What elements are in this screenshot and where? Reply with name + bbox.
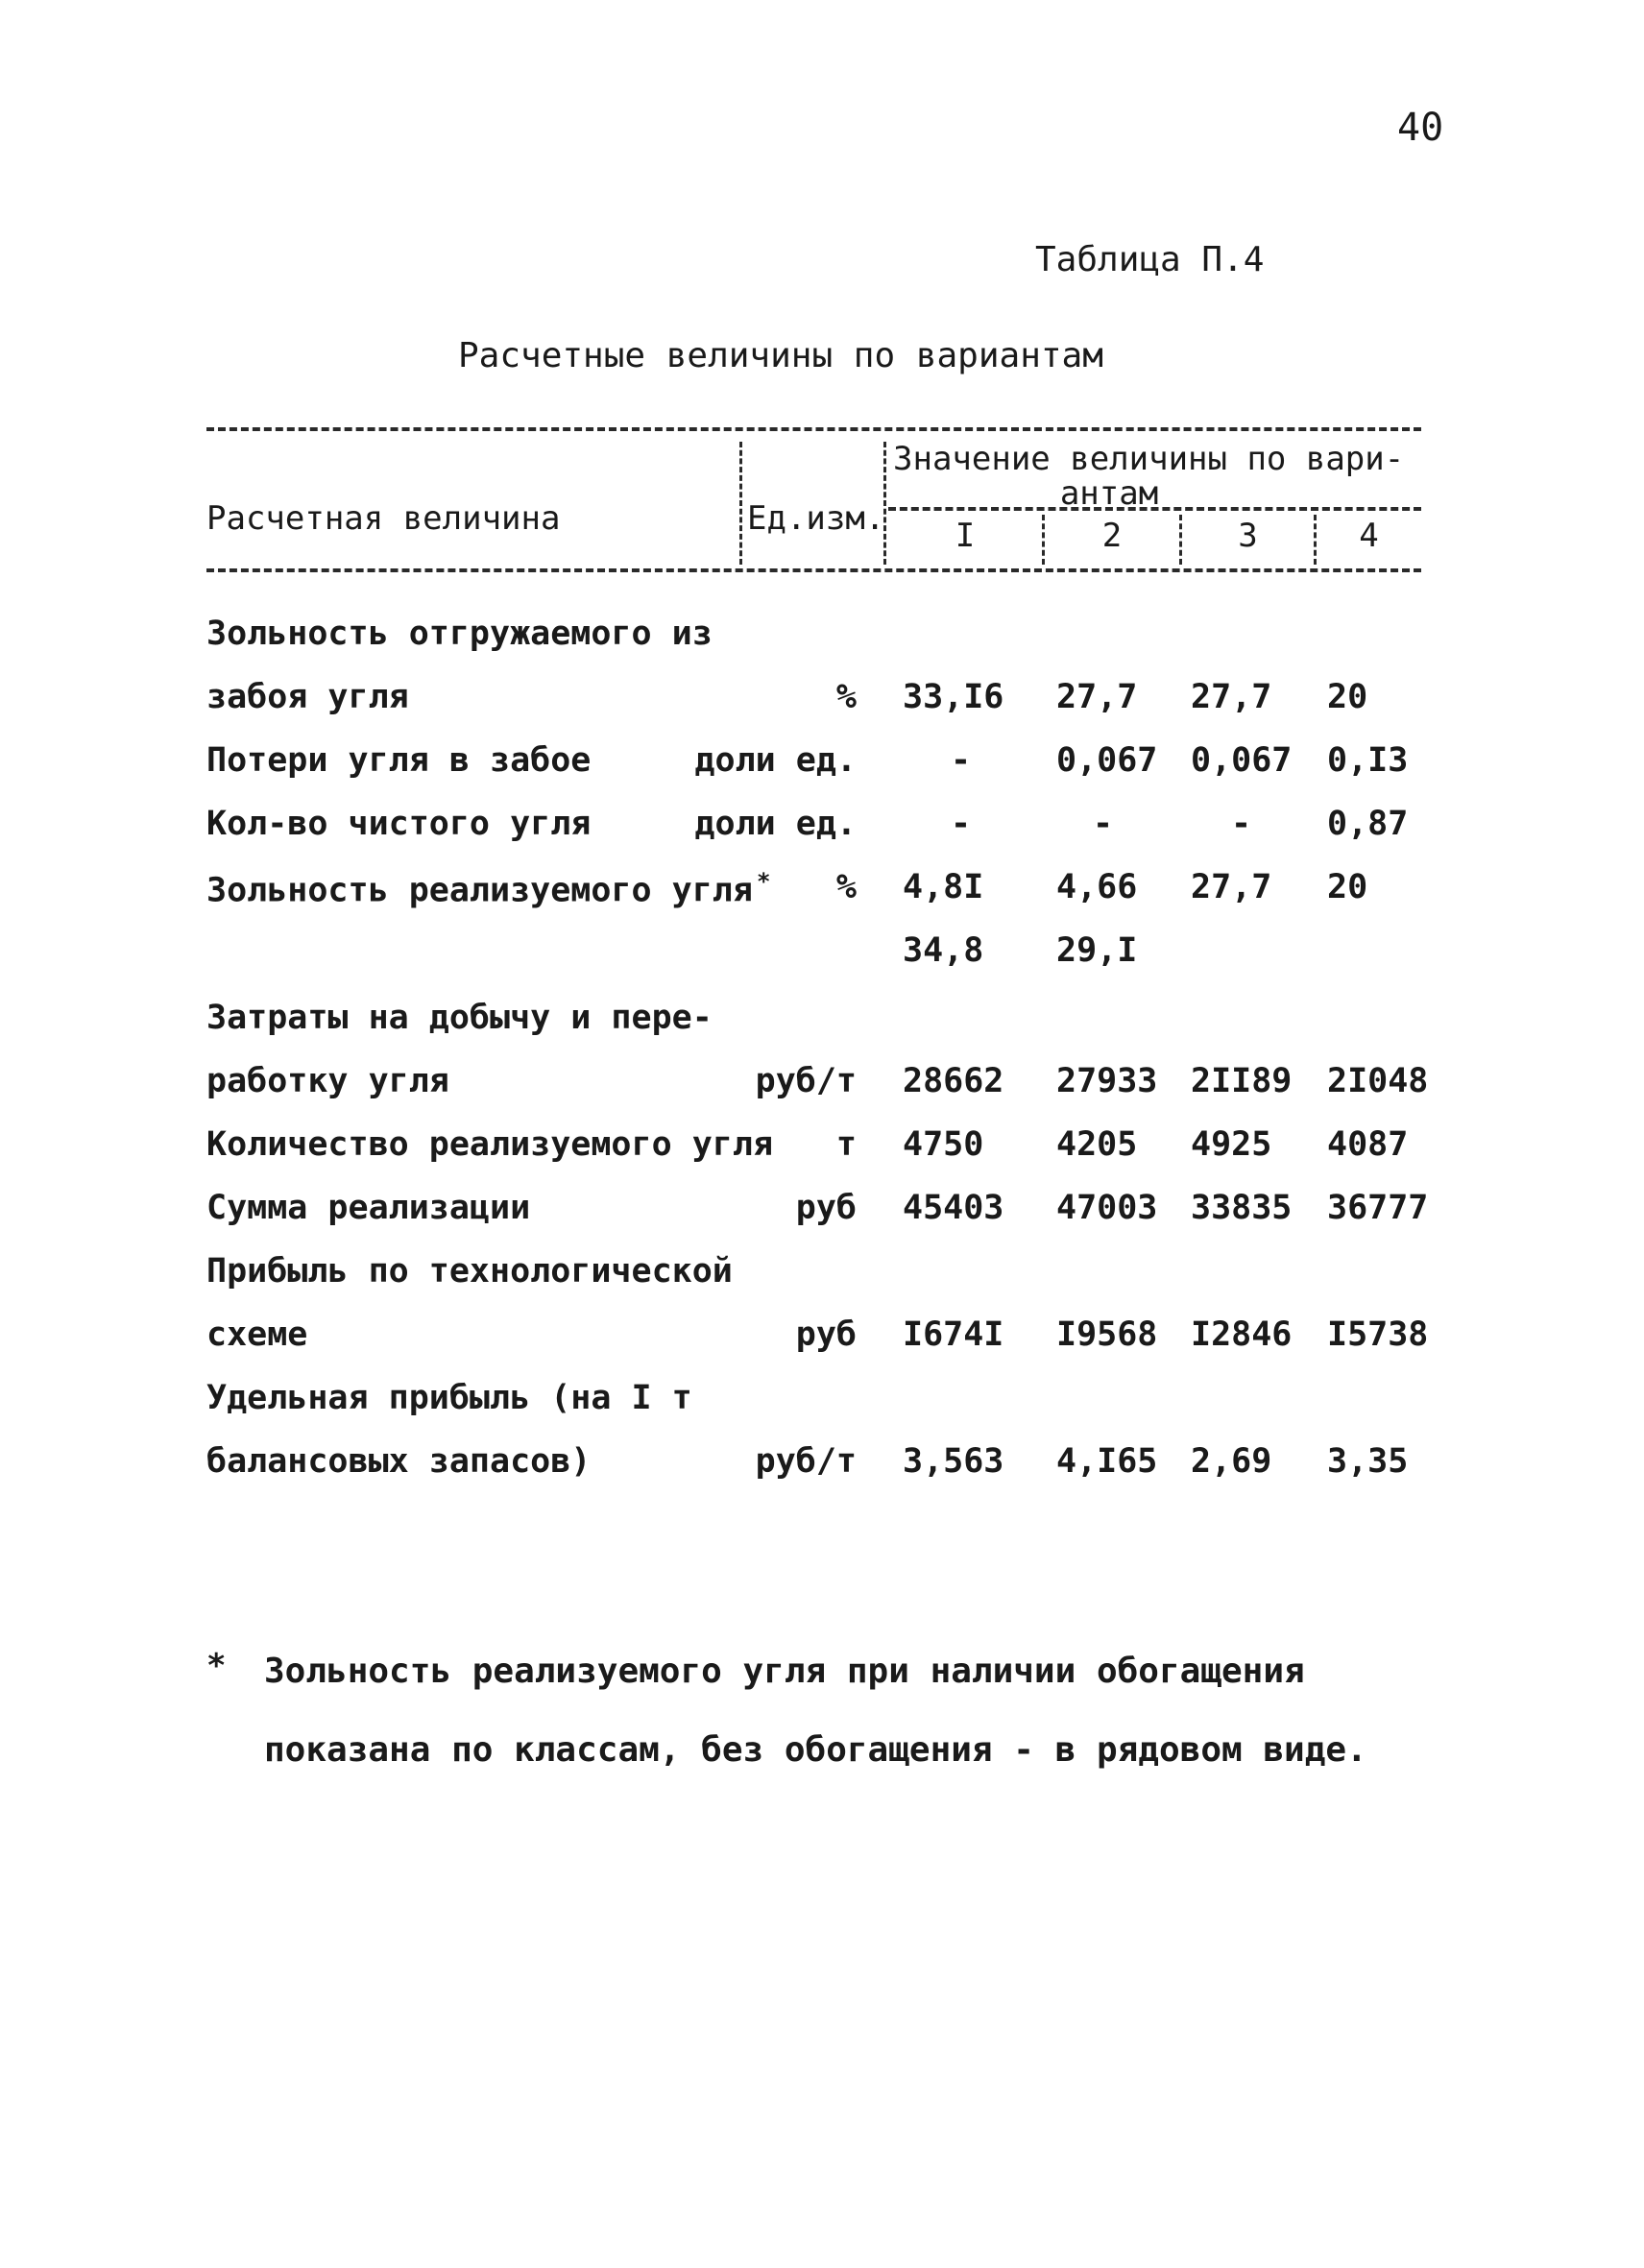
table-row [0,1379,1644,1442]
header-variant-1: I [955,517,976,555]
table-label: Таблица П.4 [1035,240,1265,279]
row-name: Прибыль по технологической [206,1252,733,1291]
row-value-1: 45403 [903,1189,1004,1227]
row-value-4: I5738 [1327,1315,1429,1354]
row-value-3: 33835 [1191,1189,1293,1227]
row-value-3: 0,067 [1191,741,1293,780]
row-value-3: 27,7 [1191,678,1272,716]
row-name: Удельная прибыль (на I т [206,1379,692,1417]
row-value-1: 34,8 [903,931,984,970]
row-value-3: I2846 [1191,1315,1293,1354]
row-value-3: - [1231,805,1252,843]
header-quantity: Расчетная величина [206,499,561,538]
row-name-text: Зольность реализуемого угля [206,871,753,910]
row-unit: руб/т [755,1442,857,1481]
row-value-4: 20 [1327,868,1368,906]
row-unit: % [835,868,857,906]
table-row [0,805,1644,868]
table-row [0,931,1644,995]
footnote-mark: * [756,868,771,895]
row-value-2: 27933 [1056,1062,1158,1100]
row-value-2: 0,067 [1056,741,1158,780]
row-value-1: I674I [903,1315,1004,1354]
row-value-2: 47003 [1056,1189,1158,1227]
header-variant-3: 3 [1238,517,1258,555]
table-title: Расчетные величины по вариантам [458,336,1103,375]
row-unit: руб/т [755,1062,857,1100]
row-value-1: - [951,805,972,843]
row-value-1: - [951,741,972,780]
row-value-1: 4750 [903,1125,984,1164]
row-value-2: 4,I65 [1056,1442,1158,1481]
row-value-4: 20 [1327,678,1368,716]
header-top-rule [206,427,1421,431]
table-row [0,999,1644,1062]
row-name: Количество реализуемого угля [206,1125,774,1164]
row-value-2: 4,66 [1056,868,1138,906]
row-value-1: 33,I6 [903,678,1004,716]
header-values-group: Значение величины по вари- [893,440,1405,478]
table-row [0,741,1644,805]
row-unit: руб [795,1315,857,1354]
table-row [0,1315,1644,1379]
footnote-text: Зольность реализуемого угля при наличии обогащения показана по классам, без обогащения - в рядовом виде. [264,1652,1367,1770]
row-value-1: 4,8I [903,868,984,906]
row-name: Сумма реализации [206,1189,531,1227]
table-row [0,1189,1644,1252]
row-value-3: 4925 [1191,1125,1272,1164]
row-name: балансовых запасов) [206,1442,592,1481]
row-name: Зольность отгружаемого из [206,615,713,653]
header-variant-4: 4 [1359,517,1379,555]
row-value-1: 28662 [903,1062,1004,1100]
row-value-3: 2,69 [1191,1442,1272,1481]
row-value-4: 0,87 [1327,805,1409,843]
header-bottom-rule [206,568,1421,572]
row-name: схеме [206,1315,308,1354]
header-values-group-cont: антам [1059,474,1159,513]
row-value-2: I9568 [1056,1315,1158,1354]
header-unit: Ед.изм. [747,499,885,538]
row-value-4: 3,35 [1327,1442,1409,1481]
row-name: забоя угля [206,678,409,716]
row-value-2: - [1093,805,1114,843]
row-unit: руб [795,1189,857,1227]
row-value-2: 27,7 [1056,678,1138,716]
header-variant-2: 2 [1101,517,1123,555]
row-unit: доли ед. [694,805,857,843]
table-row [0,868,1644,931]
row-value-2: 4205 [1056,1125,1138,1164]
row-name: Затраты на добычу и пере- [206,999,713,1037]
table-row [0,615,1644,678]
row-name: Потери угля в забое [206,741,592,780]
row-value-4: 0,I3 [1327,741,1409,780]
header-divider-unit [739,442,742,565]
row-value-1: 3,563 [903,1442,1004,1481]
row-value-4: 2I048 [1327,1062,1429,1100]
row-unit: % [835,678,857,716]
row-name [206,868,770,910]
row-value-2: 29,I [1056,931,1138,970]
table-row [0,678,1644,741]
page-number: 40 [1397,106,1444,150]
row-value-4: 4087 [1327,1125,1409,1164]
row-unit: т [835,1125,857,1164]
footnote-mark: * [206,1647,227,1685]
row-value-3: 2II89 [1191,1062,1293,1100]
row-value-4: 36777 [1327,1189,1429,1227]
row-unit: доли ед. [694,741,857,780]
table-row [0,1062,1644,1125]
row-name: работку угля [206,1062,449,1100]
table-row [0,1442,1644,1506]
row-name: Кол-во чистого угля [206,805,592,843]
table-row [0,1252,1644,1315]
row-value-3: 27,7 [1191,868,1272,906]
table-row [0,1125,1644,1189]
